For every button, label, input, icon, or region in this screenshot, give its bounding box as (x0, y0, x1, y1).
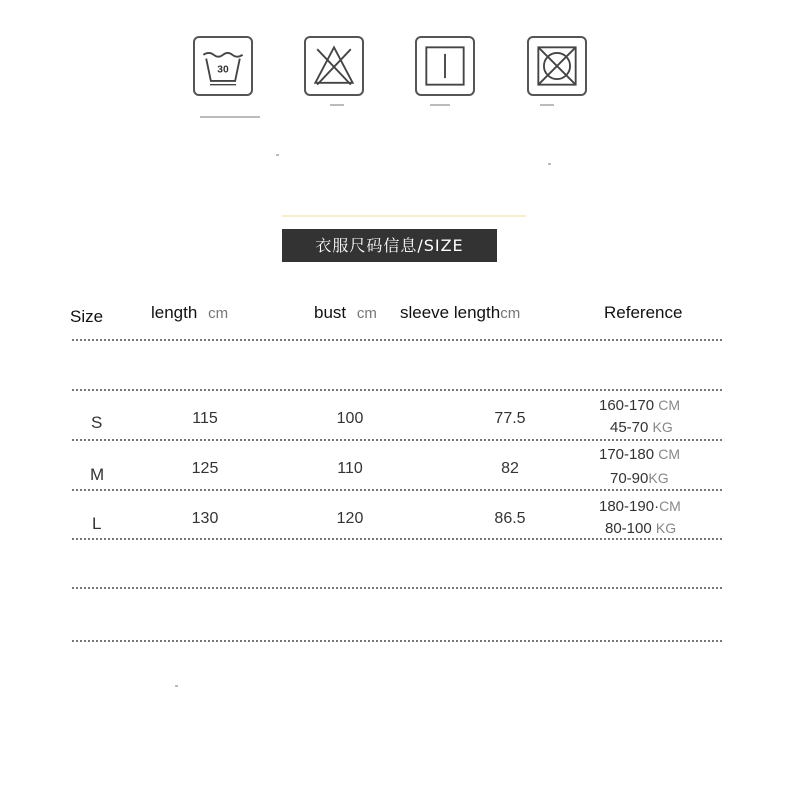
size-s-weight-unit: KG (652, 419, 673, 435)
header-bust (314, 303, 377, 323)
size-l-bust: 120 (336, 510, 364, 527)
size-l-ref-weight (605, 520, 725, 537)
decorative-line (282, 215, 526, 217)
row-divider (72, 489, 722, 491)
header-length (151, 303, 228, 323)
size-s-weight-range: 45-70 (610, 419, 649, 436)
size-m-height-unit: CM (658, 446, 681, 462)
size-s-ref-height (599, 397, 719, 414)
row-divider (72, 587, 722, 589)
header-bust-label: bust (314, 303, 347, 322)
size-m-ref-weight (610, 470, 730, 487)
size-m-length: 125 (191, 460, 219, 477)
row-divider (72, 538, 722, 540)
size-s-bust: 100 (336, 410, 364, 427)
size-m-weight-unit: KG (648, 470, 669, 486)
do-not-bleach-icon (304, 36, 364, 96)
size-m-weight-range: 70-90 (610, 470, 649, 487)
line-dry-icon (415, 36, 475, 96)
header-sleeve-label: sleeve length (400, 303, 501, 322)
size-s-sleeve: 77.5 (494, 410, 526, 427)
header-sleeve (400, 303, 520, 323)
header-sleeve-unit: cm (500, 305, 521, 322)
size-l-weight-range: 80-100 (605, 520, 652, 537)
header-reference: Reference (604, 303, 683, 322)
size-m-label: M (90, 465, 105, 484)
size-l-ref-height: 180-190·CM (599, 498, 681, 515)
row-divider (72, 339, 722, 341)
size-l-height-range: 180-190 (599, 498, 655, 515)
row-divider (72, 389, 722, 391)
wash-30-icon (193, 36, 253, 96)
size-l-sleeve: 86.5 (494, 510, 526, 527)
header-bust-unit: cm (356, 305, 377, 322)
size-l-label: L (92, 514, 102, 533)
header-length-label: length (151, 303, 198, 322)
wash-temp-label: 30 (217, 64, 229, 76)
size-l-height-unit: CM (659, 498, 681, 514)
header-size: Size (70, 307, 104, 326)
do-not-tumble-dry-icon (527, 36, 587, 96)
size-s-label: S (91, 413, 103, 432)
size-s-height-unit: CM (658, 397, 681, 413)
size-l-weight-unit: KG (655, 520, 677, 536)
row-divider (72, 439, 722, 441)
size-m-bust: 110 (337, 460, 363, 477)
page-title: 衣服尺码信息/SIZE (282, 229, 497, 262)
size-m-ref-height (599, 446, 719, 463)
size-l-length: 130 (191, 510, 219, 527)
size-s-height-range: 160-170 (599, 397, 655, 414)
size-s-ref-weight (610, 419, 730, 436)
row-divider (72, 640, 722, 642)
size-m-height-range: 170-180 (599, 446, 655, 463)
size-m-sleeve: 82 (501, 460, 519, 477)
header-length-unit: cm (208, 305, 229, 322)
size-s-length: 115 (192, 410, 218, 427)
